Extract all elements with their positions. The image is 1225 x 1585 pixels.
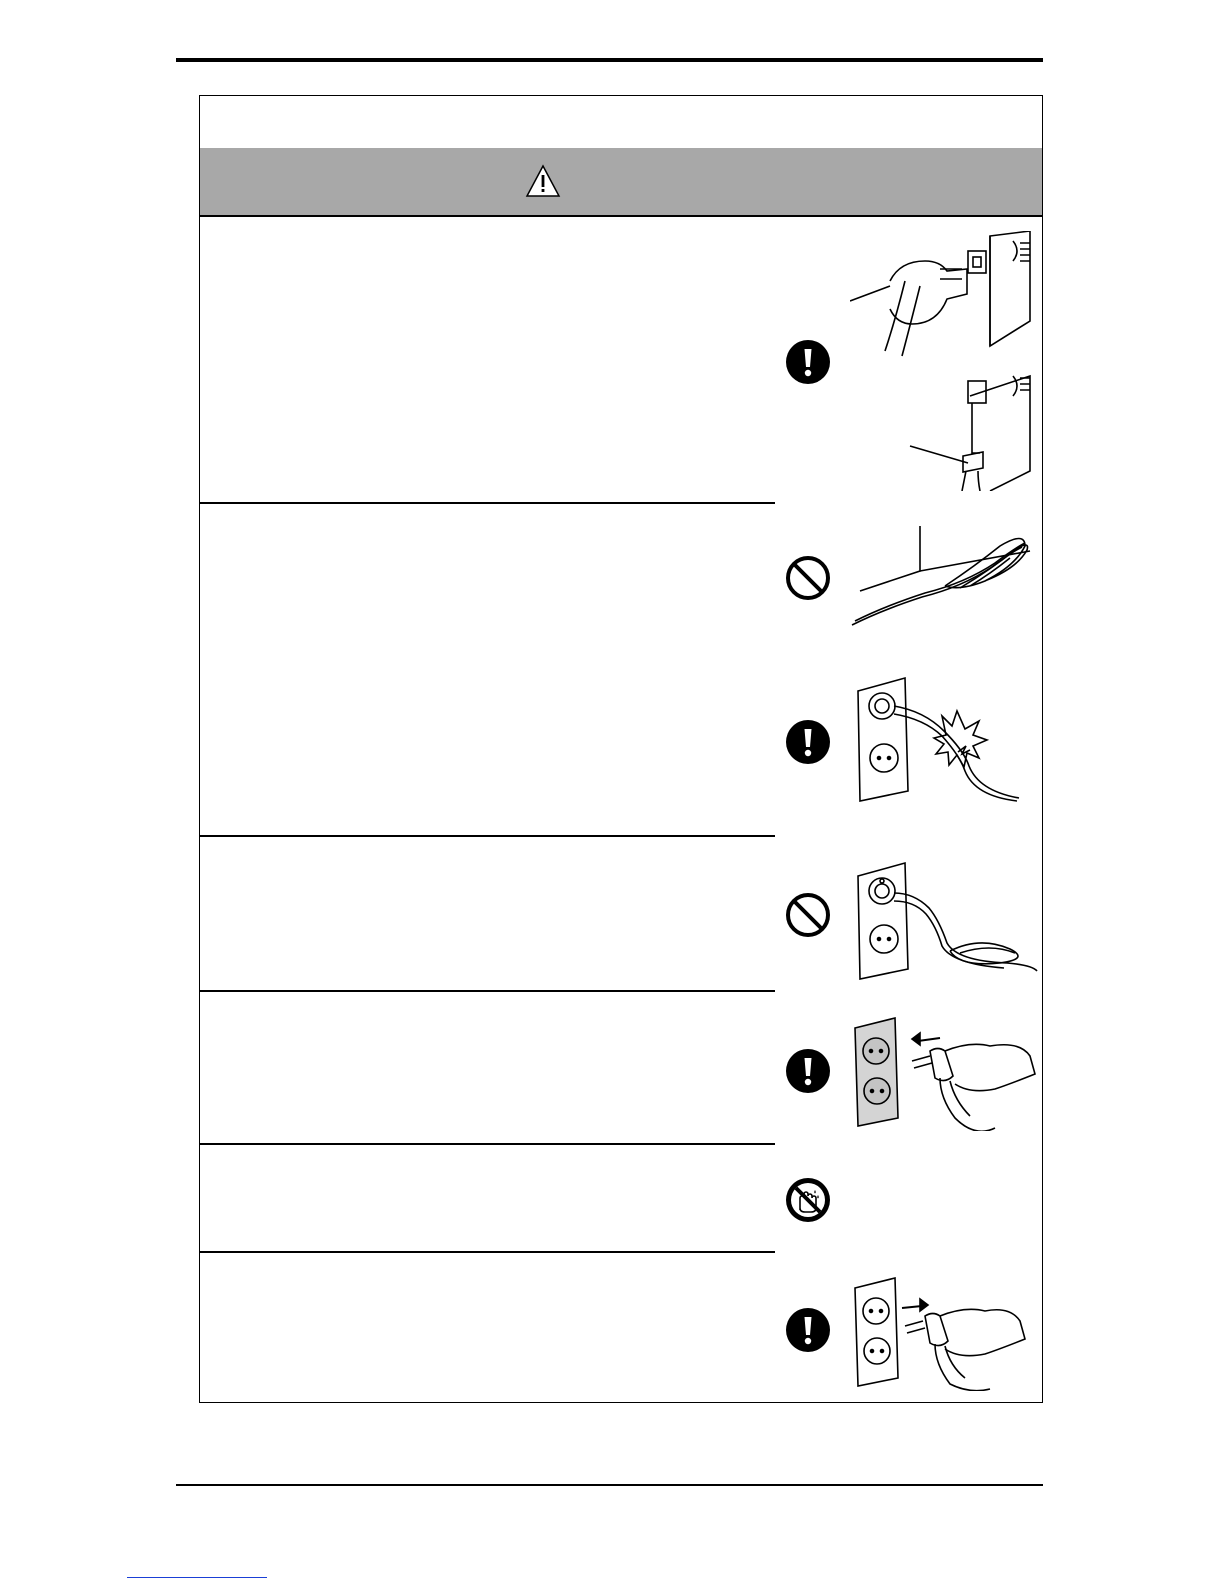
plug-insertion-illustration — [850, 1016, 1040, 1131]
coiled-cord-outlet-illustration — [850, 861, 1040, 981]
mandatory-exclamation-icon — [784, 718, 832, 766]
no-wet-hands-icon — [784, 1176, 832, 1224]
row-divider — [200, 1251, 775, 1253]
top-rule — [176, 58, 1043, 62]
prohibition-icon — [784, 891, 832, 939]
plug-removal-illustration — [850, 1276, 1030, 1391]
row-divider — [200, 835, 775, 837]
prohibition-icon — [784, 554, 832, 602]
warning-triangle-icon — [525, 164, 561, 198]
mandatory-exclamation-icon — [784, 1306, 832, 1354]
damaged-cord-outlet-illustration — [850, 676, 1025, 806]
footer-link-underline[interactable] — [127, 1577, 267, 1578]
table-title-row — [200, 96, 1042, 149]
power-cord-connection-illustration — [850, 231, 1040, 491]
bottom-rule — [176, 1484, 1043, 1486]
warning-table — [199, 95, 1043, 1403]
mandatory-exclamation-icon — [784, 1047, 832, 1095]
warning-band — [200, 148, 1042, 217]
mandatory-exclamation-icon — [784, 338, 832, 386]
row-divider — [200, 1143, 775, 1145]
row-divider — [200, 990, 775, 992]
cord-under-machine-illustration — [850, 526, 1040, 626]
row-divider — [200, 502, 775, 504]
